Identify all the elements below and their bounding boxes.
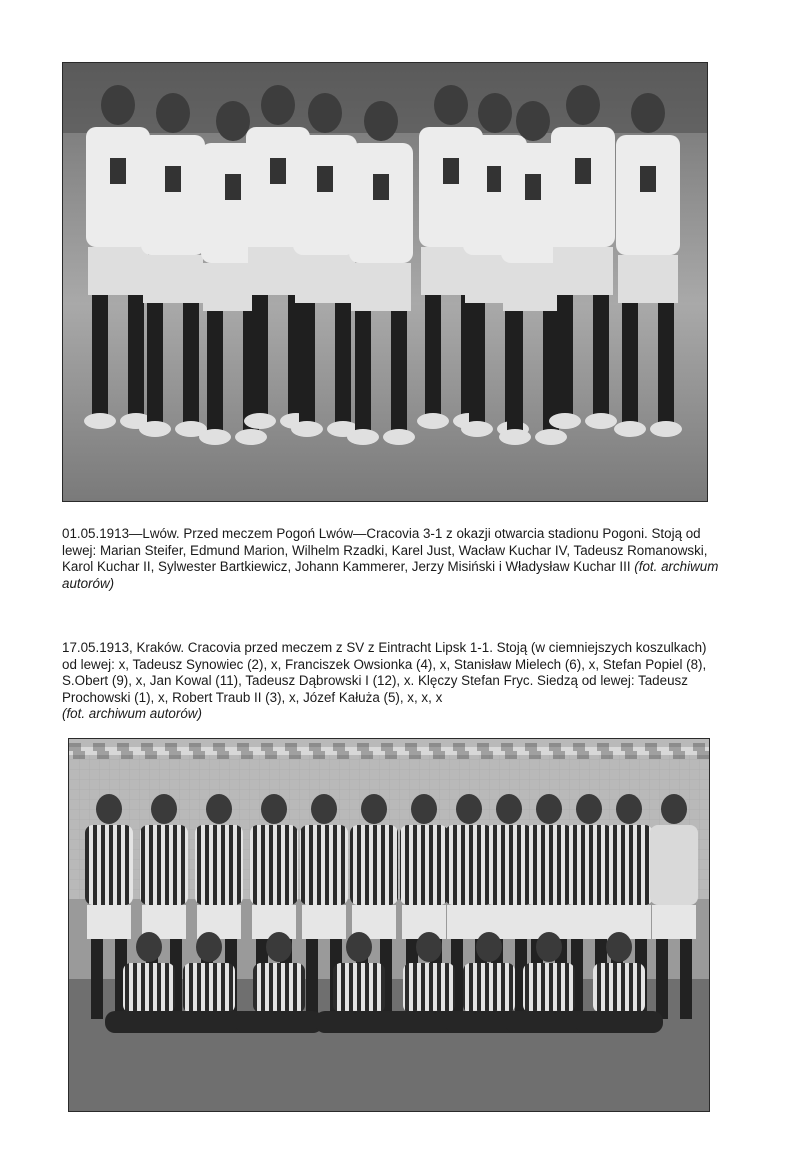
photo-2-credit: (fot. archiwum autorów) <box>62 706 202 722</box>
team-photo-1913-krakow <box>68 738 710 1112</box>
photo-2-caption-text: 17.05.1913, Kraków. Cracovia przed meczem z SV z Eintracht Lipsk 1-1. Stoją (w ciemniejszych koszulkach) od lewej: x, Tadeusz Synowiec (2), x, Franciszek Owsionka (4), x, Stanisław Mielech (6), x, Stefan Popiel (8), S.Obert (9), x, Jan Kowal (11), Tadeusz Dąbrowski I (12), x. Klęczy Stefan Fryc. Siedzą od lewej: Tadeusz Prochowski (1), x, Robert Traub II (3), x, Józef Kałuża (5), x, x, x <box>62 640 707 705</box>
team-photo-1913-lwow <box>62 62 708 502</box>
photo-1-credit: (fot. archiwum autorów) <box>62 559 719 591</box>
photo-1-caption <box>62 526 722 592</box>
photo-1-caption-text: 01.05.1913—Lwów. Przed meczem Pogoń Lwów—Cracovia 3-1 z okazji otwarcia stadionu Pogoni. Stoją od lewej: Marian Steifer, Edmund Marion, Wilhelm Rzadki, Karel Just, Wacław Kuchar IV, Tadeusz Romanowski, Karol Kuchar II, Sylwester Bartkiewicz, Johann Kammerer, Jerzy Misiński i Władysław Kuchar III <box>62 526 708 575</box>
team-photo-1913-lwow-image <box>63 63 707 501</box>
photo-2-caption <box>62 640 722 723</box>
team-photo-1913-krakow-image <box>69 739 709 1111</box>
